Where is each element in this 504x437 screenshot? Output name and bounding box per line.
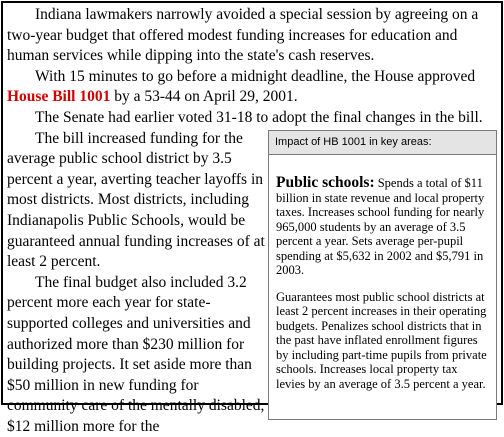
sidebar-body: [276, 176, 487, 391]
article-paragraph-3: The Senate had earlier voted 31-18 to adopt the final changes in the bill.: [35, 108, 483, 126]
hb1001-impact-sidebar: [268, 130, 497, 420]
paragraph-2-text-start: With 15 minutes to go before a midnight deadline, the House approved: [35, 67, 476, 85]
article-paragraph-2: [7, 67, 497, 108]
sidebar-paragraph-1-text: Spends a total of $11 billion in state revenue and local property taxes. Increases school funding for nearly 965,000 students by an average of 3.5 percent a year. Sets average per-pupil spending at $5,632 in 2002 and $5,791 in 2003.: [276, 176, 485, 277]
sidebar-header: Impact of HB 1001 in key areas:: [269, 131, 496, 155]
article-paragraph-1: Indiana lawmakers narrowly avoided a special session by agreeing on a two-year budget that offered modest funding increases for education and human services while dipping into the state's cash reserves.: [7, 6, 479, 65]
paragraph-2-text-end: by a 53-44 on April 29, 2001.: [110, 88, 298, 106]
article-paragraph-4: The bill increased funding for the average public school district by 3.5 percent a year, averting teacher layoffs in most districts. Most districts, including Indianapolis Public Schools, would be guaranteed annual funding increases of at least 2 percent.: [7, 129, 265, 271]
sidebar-paragraph-2: Guarantees most public school districts at least 2 percent increases in their operating budgets. Penalizes school districts that in the past have inflated enrollment figures by including part-time pupils from private schools. Increases local property tax levies by an average of 3.5 percent a year.: [276, 289, 487, 391]
article-paragraph-5: The final budget also included 3.2 percent more each year for state-supported colleges and universities and authorized more than $230 million for building projects. It set aside more than $50 million in new funding for community care of the mentally disabled, $12 million more for the: [7, 273, 265, 435]
document-frame: [1, 1, 503, 435]
house-bill-1001-link[interactable]: House Bill 1001: [7, 88, 111, 106]
sidebar-spacer: [276, 278, 487, 290]
sidebar-heading: Public schools:: [276, 174, 375, 191]
sidebar-paragraph-1: [276, 176, 487, 278]
